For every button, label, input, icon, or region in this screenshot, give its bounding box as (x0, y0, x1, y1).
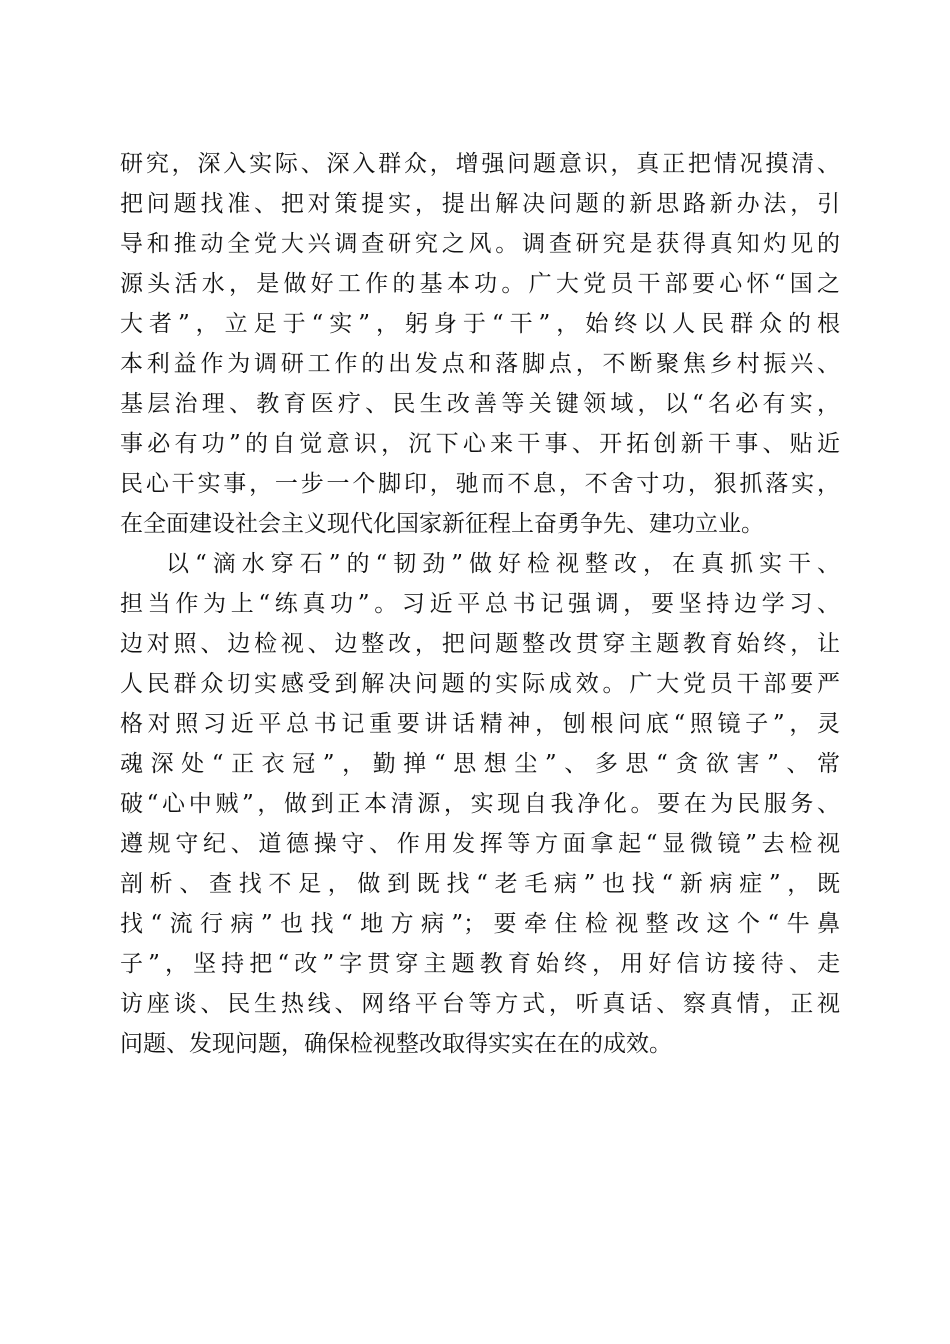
paragraph-line: 边对照、边检视、边整改，把问题整改贯穿主题教育始终，让 (120, 631, 840, 657)
paragraph-line: 本利益作为调研工作的出发点和落脚点，不断聚焦乡村振兴、 (120, 351, 840, 377)
paragraph-line: 源头活水，是做好工作的基本功。广大党员干部要心怀“国之 (120, 271, 840, 297)
paragraph-line: 民心干实事，一步一个脚印，驰而不息，不舍寸功，狠抓落实， (120, 471, 840, 497)
paragraph-line: 把问题找准、把对策提实，提出解决问题的新思路新办法，引 (120, 191, 840, 217)
paragraph-line: 担当作为上“练真功”。习近平总书记强调，要坚持边学习、 (120, 591, 840, 617)
paragraph-line: 问题、发现问题，确保检视整改取得实实在在的成效。 (120, 1031, 672, 1057)
paragraph-line: 导和推动全党大兴调查研究之风。调查研究是获得真知灼见的 (120, 231, 840, 257)
paragraph-line: 基层治理、教育医疗、民生改善等关键领域，以“名必有实， (120, 391, 840, 417)
paragraph-line: 访座谈、民生热线、网络平台等方式，听真话、察真情，正视 (120, 991, 840, 1017)
paragraph-line: 事必有功”的自觉意识，沉下心来干事、开拓创新干事、贴近 (120, 431, 840, 457)
paragraph-line: 人民群众切实感受到解决问题的实际成效。广大党员干部要严 (120, 671, 840, 697)
paragraph-line: 破“心中贼”，做到正本清源，实现自我净化。要在为民服务、 (120, 791, 840, 817)
paragraph-line: 子”，坚持把“改”字贯穿主题教育始终，用好信访接待、走 (120, 951, 840, 977)
paragraph-line: 剖析、查找不足，做到既找“老毛病”也找“新病症”，既 (120, 871, 840, 897)
paragraph-1 (120, 144, 840, 544)
paragraph-line: 魂深处“正衣冠”，勤掸“思想尘”、多思“贪欲害”、常 (120, 751, 840, 777)
paragraph-line: 遵规守纪、道德操守、作用发挥等方面拿起“显微镜”去检视 (120, 831, 840, 857)
body-text (120, 144, 840, 1064)
paragraph-line: 研究，深入实际、深入群众，增强问题意识，真正把情况摸清、 (120, 151, 840, 177)
paragraph-line: 大者”，立足于“实”，躬身于“干”，始终以人民群众的根 (120, 311, 840, 337)
paragraph-2 (120, 544, 840, 1064)
paragraph-line: 在全面建设社会主义现代化国家新征程上奋勇争先、建功立业。 (120, 511, 764, 537)
paragraph-line: 格对照习近平总书记重要讲话精神，刨根问底“照镜子”，灵 (120, 711, 840, 737)
paragraph-line: 找“流行病”也找“地方病”；要牵住检视整改这个“牛鼻 (120, 911, 840, 937)
paragraph-line: 以“滴水穿石”的“韧劲”做好检视整改，在真抓实干、 (166, 551, 840, 577)
